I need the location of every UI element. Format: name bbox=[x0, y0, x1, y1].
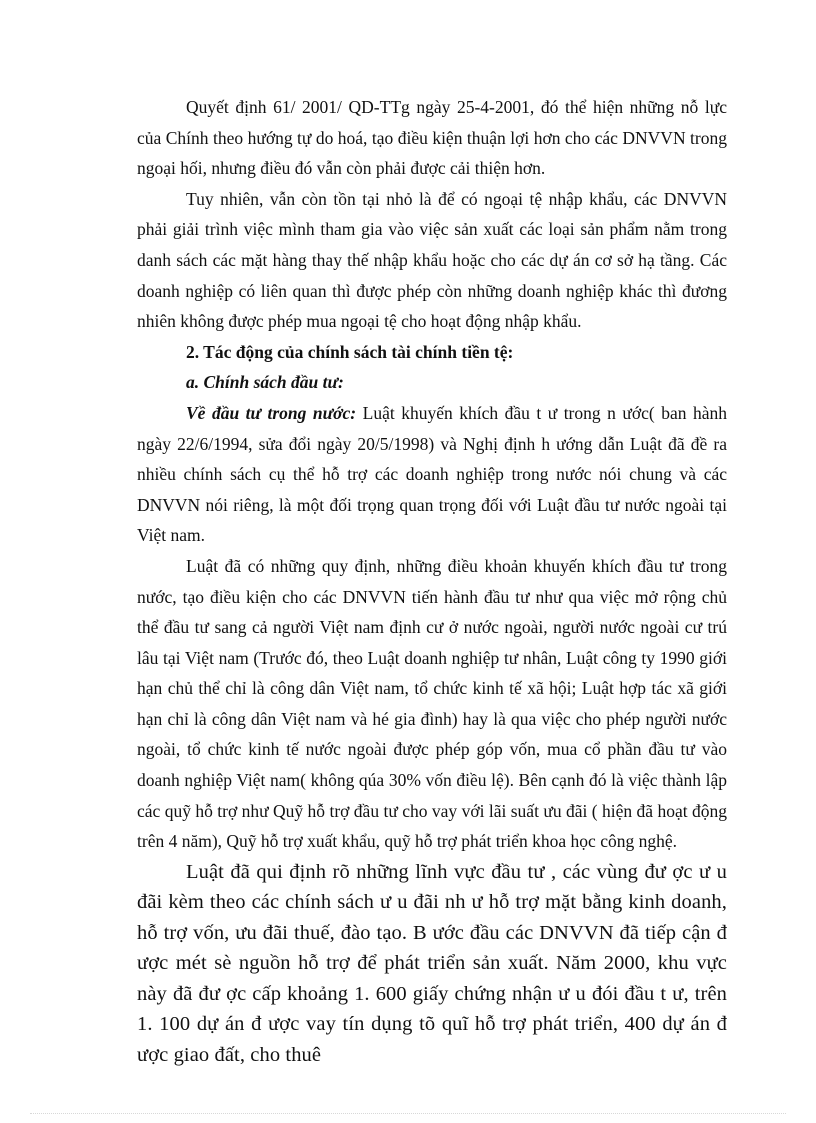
document-page bbox=[137, 92, 727, 1070]
domestic-investment-text: Luật khuyến khích đầu t ư trong n ước( ban hành ngày 22/6/1994, sửa đổi ngày 20/5/1998) và Nghị định h ướng dẫn Luật đã đề ra nhiều chính sách cụ thể hỗ trợ các doanh nghiệp trong nước nói chung và các DNVVN nói riêng, là một đối trọng quan trọng đối với Luật đầu tư nước ngoài tại Việt nam. bbox=[137, 402, 727, 546]
section-heading: 2. Tác động của chính sách tài chính tiền tệ: bbox=[186, 341, 514, 362]
paragraph-law-provisions: Luật đã có những quy định, những điều khoản khuyến khích đầu tư trong nước, tạo điều kiện cho các DNVVN tiến hành đầu tư như qua việc mở rộng chủ thể đầu tư sang cả người Việt nam định cư ở nước ngoài, người nước ngoài cư trú lâu tại Việt nam (Trước đó, theo Luật doanh nghiệp tư nhân, Luật công ty 1990 giới hạn chủ thể chỉ là công dân Việt nam, tổ chức kinh tế xã hội; Luật hợp tác xã giới hạn chỉ là công dân Việt nam và hé gia đình) hay là qua việc cho phép người nước ngoài, tổ chức kinh tế nước ngoài được phép góp vốn, mua cổ phần đầu tư vào doanh nghiệp Việt nam( không qúa 30% vốn điều lệ). Bên cạnh đó là việc thành lập các quỹ hỗ trợ như Quỹ hỗ trợ đầu tư cho vay với lãi suất ưu đãi ( hiện đã hoạt động trên 4 năm), Quỹ hỗ trợ xuất khẩu, quỹ hỗ trợ phát triển khoa học công nghệ. bbox=[137, 555, 727, 852]
page-bottom-divider bbox=[30, 1113, 786, 1114]
paragraph-incentives: Luật đã qui định rõ những lĩnh vực đầu tư , các vùng đư ợc ư u đãi kèm theo các chính sách ư u đãi nh ư hỗ trợ mặt bằng kinh doanh, hỗ trợ vốn, ưu đãi thuế, đào tạo. B ước đầu các DNVVN đã tiếp cận đ ược mét sè nguồn hỗ trợ để phát triển sản xuất. Năm 2000, khu vực này đã đư ợc cấp khoảng 1. 600 giấy chứng nhận ư u đói đầu t ư, trên 1. 100 dự án đ ược vay tín dụng tõ quĩ hỗ trợ phát triển, 400 dự án đ ược giao đất, cho thuê bbox=[137, 860, 727, 1066]
paragraph-domestic-investment bbox=[137, 398, 727, 551]
subsection-heading: a. Chính sách đầu tư: bbox=[186, 372, 344, 393]
paragraph-foreign-exchange: Quyết định 61/ 2001/ QD-TTg ngày 25-4-2001, đó thể hiện những nỗ lực của Chính theo hướng tự do hoá, tạo điều kiện thuận lợi hơn cho các DNVVN trong ngoại hối, nhưng điều đó vẫn còn phải được cải thiện hơn. bbox=[137, 97, 727, 179]
domestic-investment-lead: Về đầu tư trong nước: bbox=[186, 402, 357, 423]
paragraph-import-currency: Tuy nhiên, vẫn còn tồn tại nhỏ là để có ngoại tệ nhập khẩu, các DNVVN phải giải trình việc mình tham gia vào việc sản xuất các loại sản phẩm nằm trong danh sách các mặt hàng thay thế nhập khẩu hoặc cho các dự án cơ sở hạ tầng. Các doanh nghiệp có liên quan thì được phép còn những doanh nghiệp khác thì đương nhiên không được phép mua ngoại tệ cho hoạt động nhập khẩu. bbox=[137, 188, 727, 332]
